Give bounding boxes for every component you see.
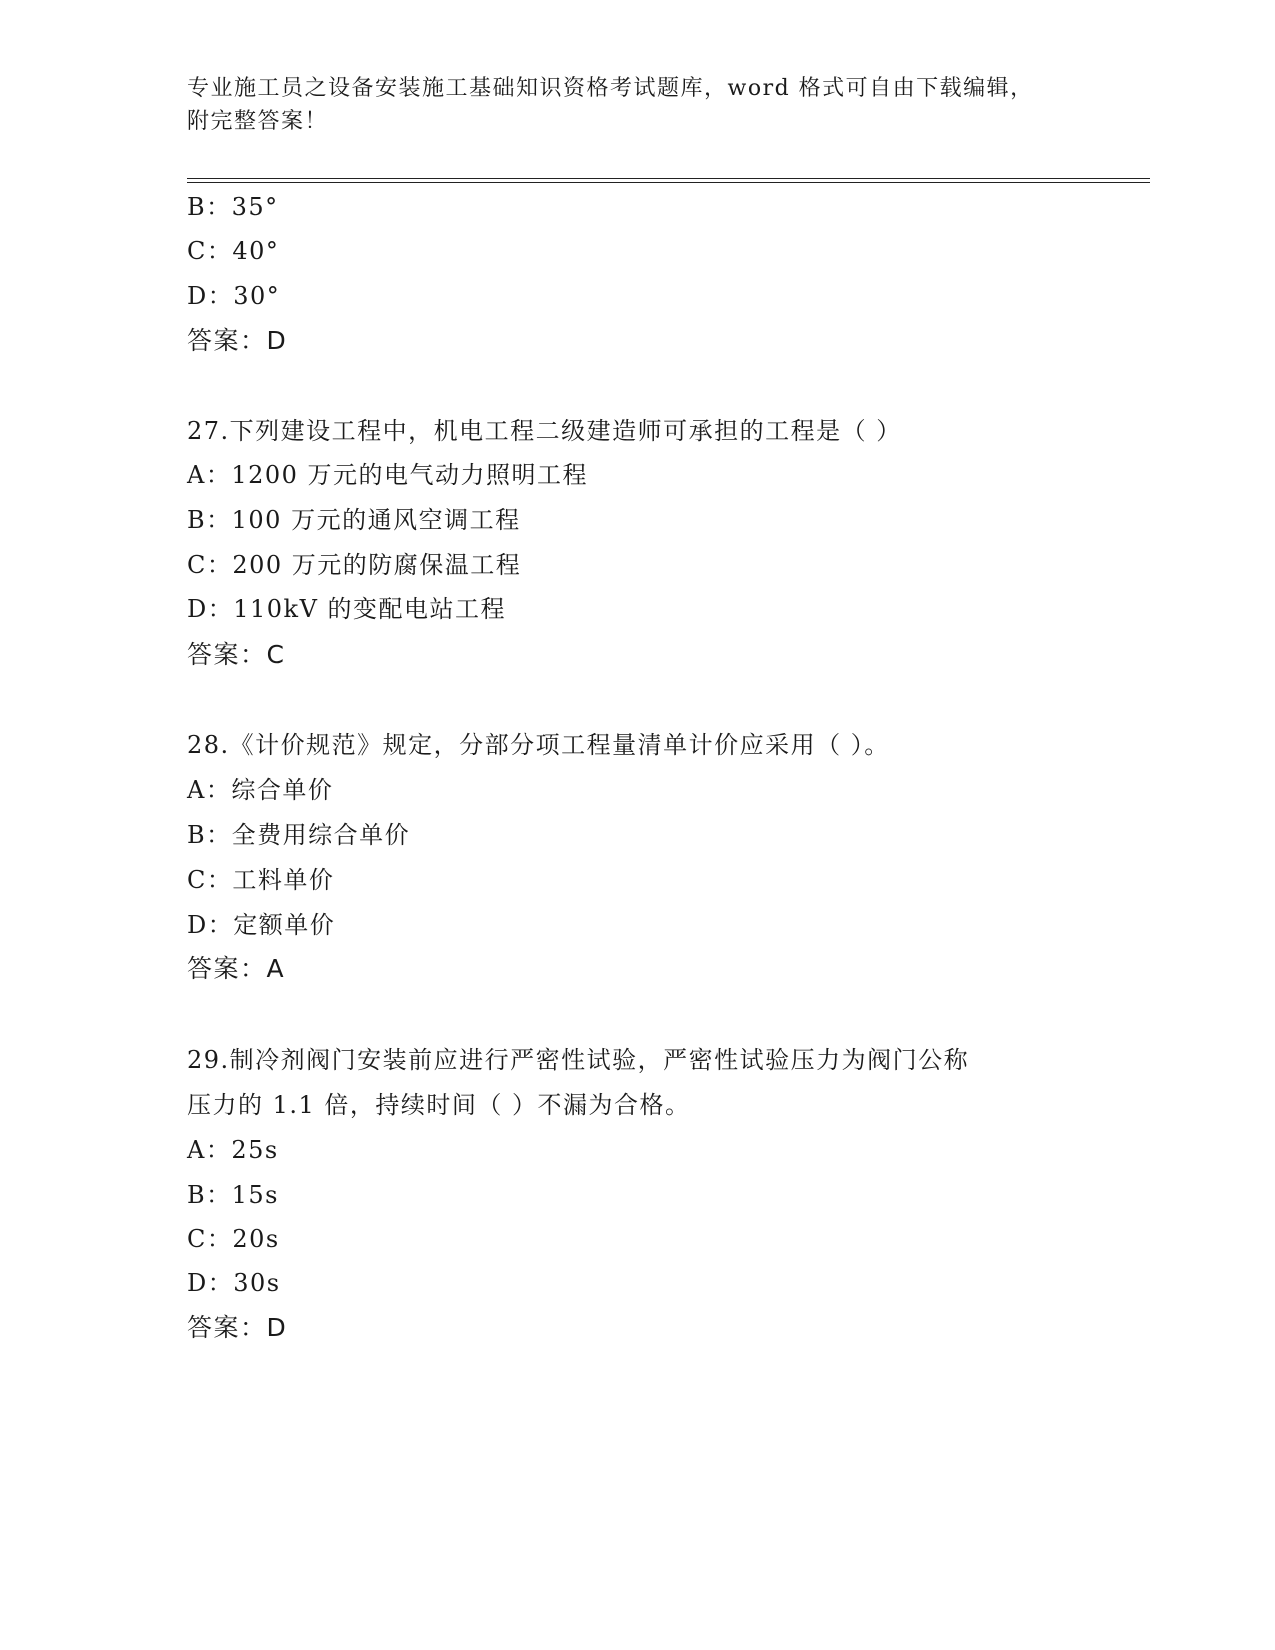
option-a: A：1200 万元的电气动力照明工程	[187, 461, 589, 489]
header-title-line: 专业施工员之设备安装施工基础知识资格考试题库，word 格式可自由下载编辑，	[187, 76, 1034, 101]
header-title-line: 附完整答案！	[187, 109, 329, 134]
option-b: B：全费用综合单价	[187, 821, 411, 849]
answer-line: 答案：D	[187, 326, 288, 355]
option-a: A：25s	[187, 1136, 279, 1164]
answer-line: 答案：A	[187, 954, 286, 983]
option-d: D：30s	[187, 1269, 281, 1297]
option-c: C：工料单价	[187, 866, 335, 894]
question-stem-continued: 压力的 1.1 倍，持续时间（ ）不漏为合格。	[187, 1091, 691, 1119]
question-stem: 28.《计价规范》规定，分部分项工程量清单计价应采用（ ）。	[187, 731, 890, 759]
header-divider	[187, 182, 1150, 183]
header-divider	[187, 178, 1150, 179]
option-b: B：100 万元的通风空调工程	[187, 506, 521, 534]
option-d: D：110kV 的变配电站工程	[187, 595, 507, 623]
option-a: A：综合单价	[187, 776, 334, 804]
option-d: D：30°	[187, 282, 281, 310]
option-b: B：35°	[187, 193, 279, 221]
question-stem: 27.下列建设工程中，机电工程二级建造师可承担的工程是（ ）	[187, 417, 902, 445]
option-b: B：15s	[187, 1181, 279, 1209]
answer-line: 答案：C	[187, 640, 286, 669]
option-c: C：40°	[187, 237, 280, 265]
answer-line: 答案：D	[187, 1313, 288, 1342]
option-c: C：20s	[187, 1225, 280, 1253]
document-header	[187, 72, 1087, 138]
option-c: C：200 万元的防腐保温工程	[187, 551, 522, 579]
question-stem: 29.制冷剂阀门安装前应进行严密性试验，严密性试验压力为阀门公称	[187, 1046, 970, 1074]
option-d: D：定额单价	[187, 911, 336, 939]
